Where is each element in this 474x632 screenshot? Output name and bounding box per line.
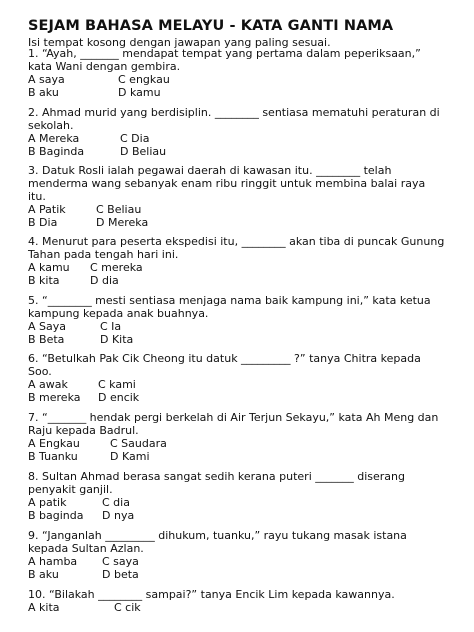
- question-stem-line: 5. “________ mesti sentiasa menjaga nama baik kampung ini,” kata ketua: [28, 294, 431, 307]
- answer-option: A Saya: [28, 320, 66, 333]
- question-9: [28, 529, 458, 581]
- option-row: [28, 496, 458, 509]
- answer-option: C Ia: [100, 320, 122, 333]
- question-3: [28, 164, 458, 229]
- question-stem-line: Raju kepada Badrul.: [28, 424, 139, 437]
- answer-option: C Dia: [120, 132, 150, 145]
- question-stem-line: kampung kepada anak buahnya.: [28, 307, 209, 320]
- answer-option: C dia: [102, 496, 130, 509]
- option-row: [28, 261, 458, 274]
- answer-option: D kamu: [118, 86, 161, 99]
- answer-option: B aku: [28, 568, 59, 581]
- question-4: [28, 235, 458, 287]
- option-row: [28, 216, 458, 229]
- answer-option: D Beliau: [120, 145, 167, 158]
- question-stem-line: menderma wang sebanyak enam ribu ringgit untuk membina balai raya: [28, 177, 426, 190]
- answer-option: B Dia: [28, 216, 58, 229]
- question-stem-line: itu.: [28, 190, 46, 203]
- answer-option: C Saudara: [110, 437, 167, 450]
- answer-option: D beta: [102, 568, 139, 581]
- answer-option: B Tuanku: [28, 450, 78, 463]
- answer-option: D dia: [90, 274, 119, 287]
- option-row: [28, 320, 458, 333]
- option-row: [28, 203, 458, 216]
- answer-option: D encik: [98, 391, 140, 404]
- answer-option: A hamba: [28, 555, 78, 568]
- question-5: [28, 294, 458, 346]
- question-stem-line: 3. Datuk Rosli ialah pegawai daerah di kawasan itu. ________ telah: [28, 164, 392, 177]
- option-row: [28, 391, 458, 404]
- question-stem-line: Soo.: [28, 365, 52, 378]
- answer-option: D Kami: [110, 450, 150, 463]
- answer-option: A Engkau: [28, 437, 80, 450]
- answer-option: C cik: [114, 601, 141, 614]
- answer-option: C mereka: [90, 261, 143, 274]
- question-stem-line: 9. “Janganlah _________ dihukum, tuanku,” rayu tukang masak istana: [28, 529, 407, 542]
- worksheet-title: SEJAM BAHASA MELAYU - KATA GANTI NAMA: [28, 18, 394, 34]
- option-row: [28, 555, 458, 568]
- option-row: [28, 333, 458, 346]
- question-6: [28, 352, 458, 404]
- option-row: [28, 568, 458, 581]
- answer-option: B kita: [28, 274, 60, 287]
- answer-option: C kami: [98, 378, 136, 391]
- question-stem-line: 10. “Bilakah ________ sampai?” tanya Encik Lim kepada kawannya.: [28, 588, 395, 601]
- question-stem-line: penyakit ganjil.: [28, 483, 113, 496]
- answer-option: A Mereka: [28, 132, 80, 145]
- answer-option: B baginda: [28, 509, 84, 522]
- answer-option: B mereka: [28, 391, 81, 404]
- option-row: [28, 437, 458, 450]
- option-row: [28, 274, 458, 287]
- answer-option: A kita: [28, 601, 60, 614]
- instruction-text: Isi tempat kosong dengan jawapan yang paling sesuai.: [28, 36, 331, 49]
- answer-option: A kamu: [28, 261, 70, 274]
- answer-option: A saya: [28, 73, 65, 86]
- answer-option: D Mereka: [96, 216, 149, 229]
- option-row: [28, 601, 458, 614]
- option-row: [28, 450, 458, 463]
- question-7: [28, 411, 458, 463]
- question-1: [28, 47, 458, 99]
- question-10: [28, 588, 458, 614]
- answer-option: C saya: [102, 555, 139, 568]
- question-stem-line: 2. Ahmad murid yang berdisiplin. ________ sentiasa mematuhi peraturan di: [28, 106, 440, 119]
- option-row: [28, 132, 458, 145]
- question-stem-line: 4. Menurut para peserta ekspedisi itu, ________ akan tiba di puncak Gunung: [28, 235, 445, 248]
- answer-option: C Beliau: [96, 203, 142, 216]
- option-row: [28, 86, 458, 99]
- answer-option: D Kita: [100, 333, 134, 346]
- question-8: [28, 470, 458, 522]
- answer-option: A patik: [28, 496, 67, 509]
- answer-option: A awak: [28, 378, 68, 391]
- answer-option: C engkau: [118, 73, 170, 86]
- question-stem-line: kepada Sultan Azlan.: [28, 542, 144, 555]
- question-stem-line: 6. “Betulkah Pak Cik Cheong itu datuk _________ ?” tanya Chitra kepada: [28, 352, 421, 365]
- question-stem-line: 8. Sultan Ahmad berasa sangat sedih kerana puteri _______ diserang: [28, 470, 405, 483]
- answer-option: B Beta: [28, 333, 65, 346]
- question-stem-line: 7. “_______ hendak pergi berkelah di Air Terjun Sekayu,” kata Ah Meng dan: [28, 411, 439, 424]
- option-row: [28, 509, 458, 522]
- question-stem-line: 1. “Ayah, _______ mendapat tempat yang pertama dalam peperiksaan,”: [28, 47, 421, 60]
- question-stem-line: sekolah.: [28, 119, 74, 132]
- answer-option: B aku: [28, 86, 59, 99]
- answer-option: D nya: [102, 509, 135, 522]
- question-2: [28, 106, 458, 158]
- option-row: [28, 378, 458, 391]
- question-stem-line: kata Wani dengan gembira.: [28, 60, 181, 73]
- answer-option: B Baginda: [28, 145, 85, 158]
- answer-option: A Patik: [28, 203, 66, 216]
- option-row: [28, 145, 458, 158]
- option-row: [28, 73, 458, 86]
- question-stem-line: Tahan pada tengah hari ini.: [28, 248, 179, 261]
